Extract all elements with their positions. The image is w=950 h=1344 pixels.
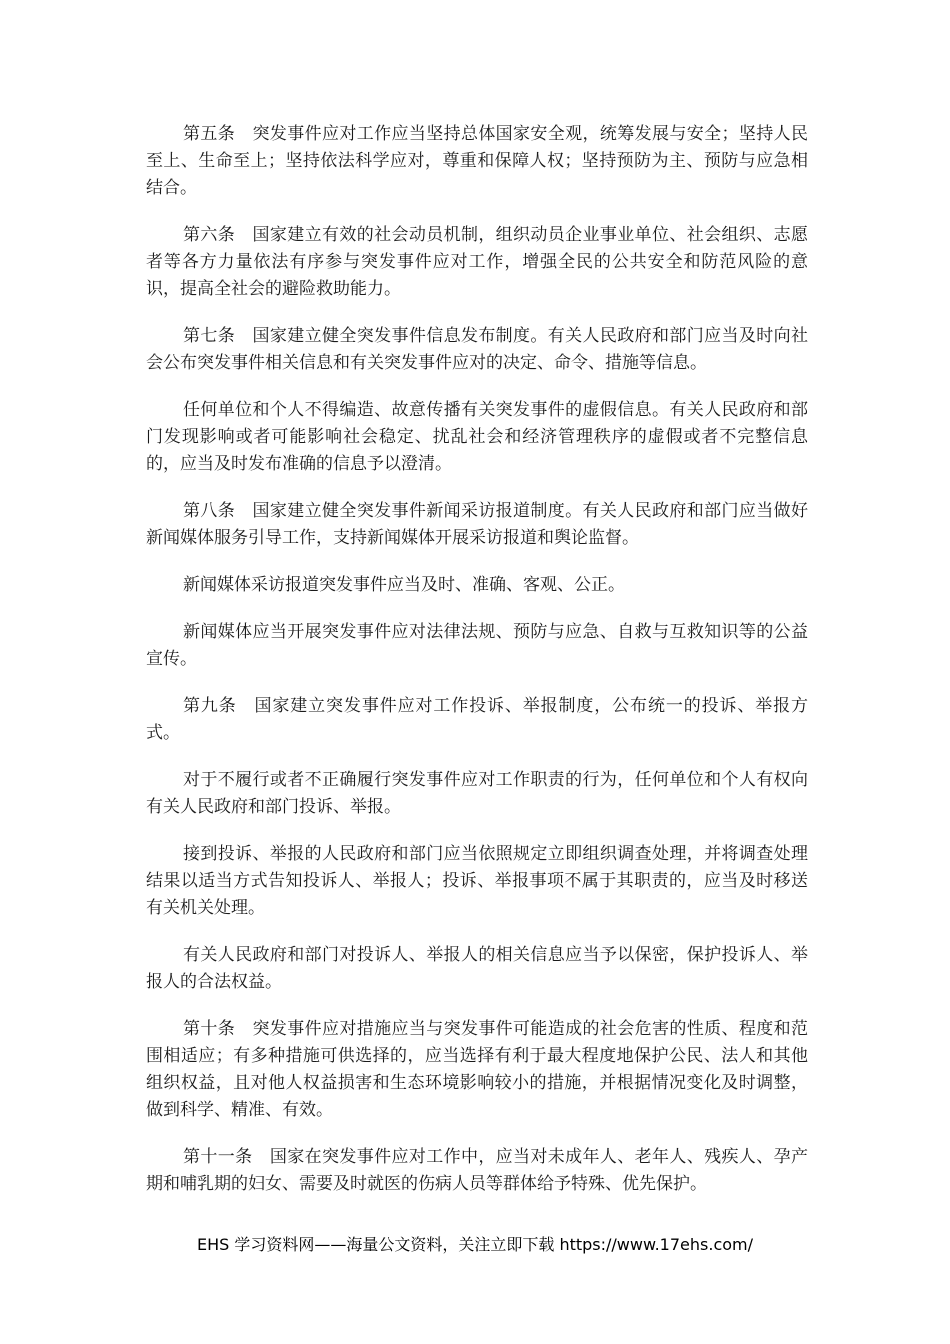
paragraph-article-9: 第九条 国家建立突发事件应对工作投诉、举报制度，公布统一的投诉、举报方式。 [146,696,808,743]
document-body [146,121,808,1218]
paragraph-article-11: 第十一条 国家在突发事件应对工作中，应当对未成年人、老年人、残疾人、孕产期和哺乳期的妇女、需要及时就医的伤病人员等群体给予特殊、优先保护。 [146,1147,808,1194]
page-footer: EHS 学习资料网——海量公文资料，关注立即下载 https://www.17ehs.com/ [196,1235,754,1254]
paragraph-article-7-clause-2: 任何单位和个人不得编造、故意传播有关突发事件的虚假信息。有关人民政府和部门发现影响或者可能影响社会稳定、扰乱社会和经济管理秩序的虚假或者不完整信息的，应当及时发布准确的信息予以澄清。 [146,400,808,474]
paragraph-article-9-clause-3: 接到投诉、举报的人民政府和部门应当依照规定立即组织调查处理，并将调查处理结果以适当方式告知投诉人、举报人；投诉、举报事项不属于其职责的，应当及时移送有关机关处理。 [146,844,808,918]
paragraph-article-8: 第八条 国家建立健全突发事件新闻采访报道制度。有关人民政府和部门应当做好新闻媒体服务引导工作，支持新闻媒体开展采访报道和舆论监督。 [146,501,808,548]
paragraph-article-7: 第七条 国家建立健全突发事件信息发布制度。有关人民政府和部门应当及时向社会公布突发事件相关信息和有关突发事件应对的决定、命令、措施等信息。 [146,326,808,373]
paragraph-article-9-clause-2: 对于不履行或者不正确履行突发事件应对工作职责的行为，任何单位和个人有权向有关人民政府和部门投诉、举报。 [146,770,808,817]
paragraph-article-5: 第五条 突发事件应对工作应当坚持总体国家安全观，统筹发展与安全；坚持人民至上、生命至上；坚持依法科学应对，尊重和保障人权；坚持预防为主、预防与应急相结合。 [146,124,808,198]
paragraph-article-8-clause-2: 新闻媒体采访报道突发事件应当及时、准确、客观、公正。 [183,575,625,595]
paragraph-article-9-clause-4: 有关人民政府和部门对投诉人、举报人的相关信息应当予以保密，保护投诉人、举报人的合法权益。 [146,945,808,992]
paragraph-article-6: 第六条 国家建立有效的社会动员机制，组织动员企业事业单位、社会组织、志愿者等各方力量依法有序参与突发事件应对工作，增强全民的公共安全和防范风险的意识，提高全社会的避险救助能力。 [146,225,808,299]
paragraph-article-8-clause-3: 新闻媒体应当开展突发事件应对法律法规、预防与应急、自救与互救知识等的公益宣传。 [146,622,808,669]
paragraph-article-10: 第十条 突发事件应对措施应当与突发事件可能造成的社会危害的性质、程度和范围相适应；有多种措施可供选择的，应当选择有利于最大程度地保护公民、法人和其他组织权益，且对他人权益损害和生态环境影响较小的措施，并根据情况变化及时调整，做到科学、精准、有效。 [146,1019,808,1120]
